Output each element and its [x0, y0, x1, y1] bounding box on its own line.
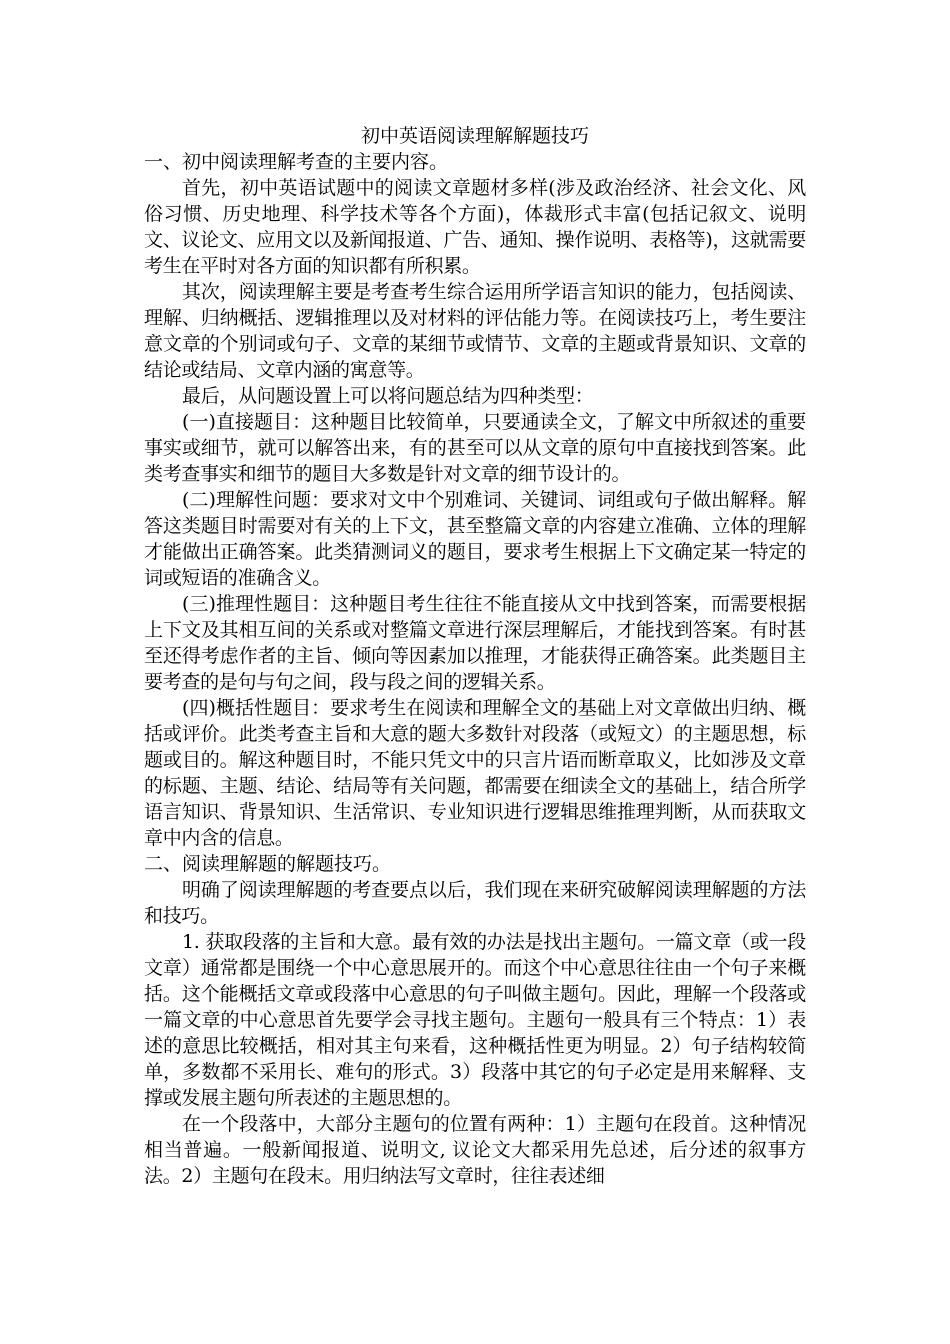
document-title: 初中英语阅读理解解题技巧 — [360, 125, 589, 147]
section-heading-1: 一、初中阅读理解考查的主要内容。 — [144, 151, 449, 173]
paragraph: 1. 获取段落的主旨和大意。最有效的办法是找出主题句。一篇文章（或一段文章）通常都是围绕一个中心意思展开的。而这个中心意思往往由一个句子来概括。这个能概括文章或段落中心意思的句子叫做主题句。因此，理解一个段落或一篇文章的中心意思首先要学会寻找主题句。主题句一般具有三个特点：1）表述的意思比较概括，相对其主句来看，这种概括性更为明显。2）句子结构较简单，多数都不采用长、难句的形式。3）段落中其它的句子必定是用来解释、支撑或发展主题句所表述的主题思想的。 — [144, 931, 806, 1109]
paragraph: (一)直接题目：这种题目比较简单，只要通读全文，了解文中所叙述的重要事实或细节，就可以解答出来，有的甚至可以从文章的原句中直接找到答案。此类考查事实和细节的题目大多数是针对文章的细节设计的。 — [144, 411, 806, 485]
paragraph: 明确了阅读理解题的考查要点以后，我们现在来研究破解阅读理解题的方法和技巧。 — [144, 879, 806, 927]
paragraph: 最后，从问题设置上可以将问题总结为四种类型： — [182, 385, 594, 407]
paragraph: (三)推理性题目：这种题目考生往往不能直接从文中找到答案，而需要根据上下文及其相互间的关系或对整篇文章进行深层理解后，才能找到答案。有时甚至还得考虑作者的主旨、倾向等因素加以推理，才能获得正确答案。此类题目主要考查的是句与句之间，段与段之间的逻辑关系。 — [144, 593, 806, 693]
paragraph: (二)理解性问题：要求对文中个别难词、关键词、词组或句子做出解释。解答这类题目时需要对有关的上下文，甚至整篇文章的内容建立准确、立体的理解才能做出正确答案。此类猜测词义的题目，要求考生根据上下文确定某一特定的词或短语的准确含义。 — [144, 489, 806, 589]
paragraph: 在一个段落中，大部分主题句的位置有两种：1）主题句在段首。这种情况相当普遍。一般新闻报道、说明文, 议论文大都采用先总述，后分述的叙事方法。2）主题句在段末。用归纳法写文章时，往往表述细 — [144, 1113, 806, 1187]
paragraph: 首先，初中英语试题中的阅读文章题材多样(涉及政治经济、社会文化、风俗习惯、历史地理、科学技术等各个方面)，体裁形式丰富(包括记叙文、说明文、议论文、应用文以及新闻报道、广告、通知、操作说明、表格等)，这就需要考生在平时对各方面的知识都有所积累。 — [144, 177, 806, 277]
section-heading-2: 二、阅读理解题的解题技巧。 — [144, 853, 392, 875]
paragraph: 其次，阅读理解主要是考查考生综合运用所学语言知识的能力，包括阅读、理解、归纳概括、逻辑推理以及对材料的评估能力等。在阅读技巧上，考生要注意文章的个别词或句子、文章的某细节或情节、文章的主题或背景知识、文章的结论或结局、文章内涵的寓意等。 — [144, 281, 806, 381]
document-page — [144, 123, 806, 1189]
paragraph: (四)概括性题目：要求考生在阅读和理解全文的基础上对文章做出归纳、概括或评价。此类考查主旨和大意的题大多数针对段落（或短文）的主题思想，标题或目的。解这种题目时，不能只凭文中的只言片语而断章取义，比如涉及文章的标题、主题、结论、结局等有关问题，都需要在细读全文的基础上，结合所学语言知识、背景知识、生活常识、专业知识进行逻辑思维推理判断，从而获取文章中内含的信息。 — [144, 697, 806, 849]
